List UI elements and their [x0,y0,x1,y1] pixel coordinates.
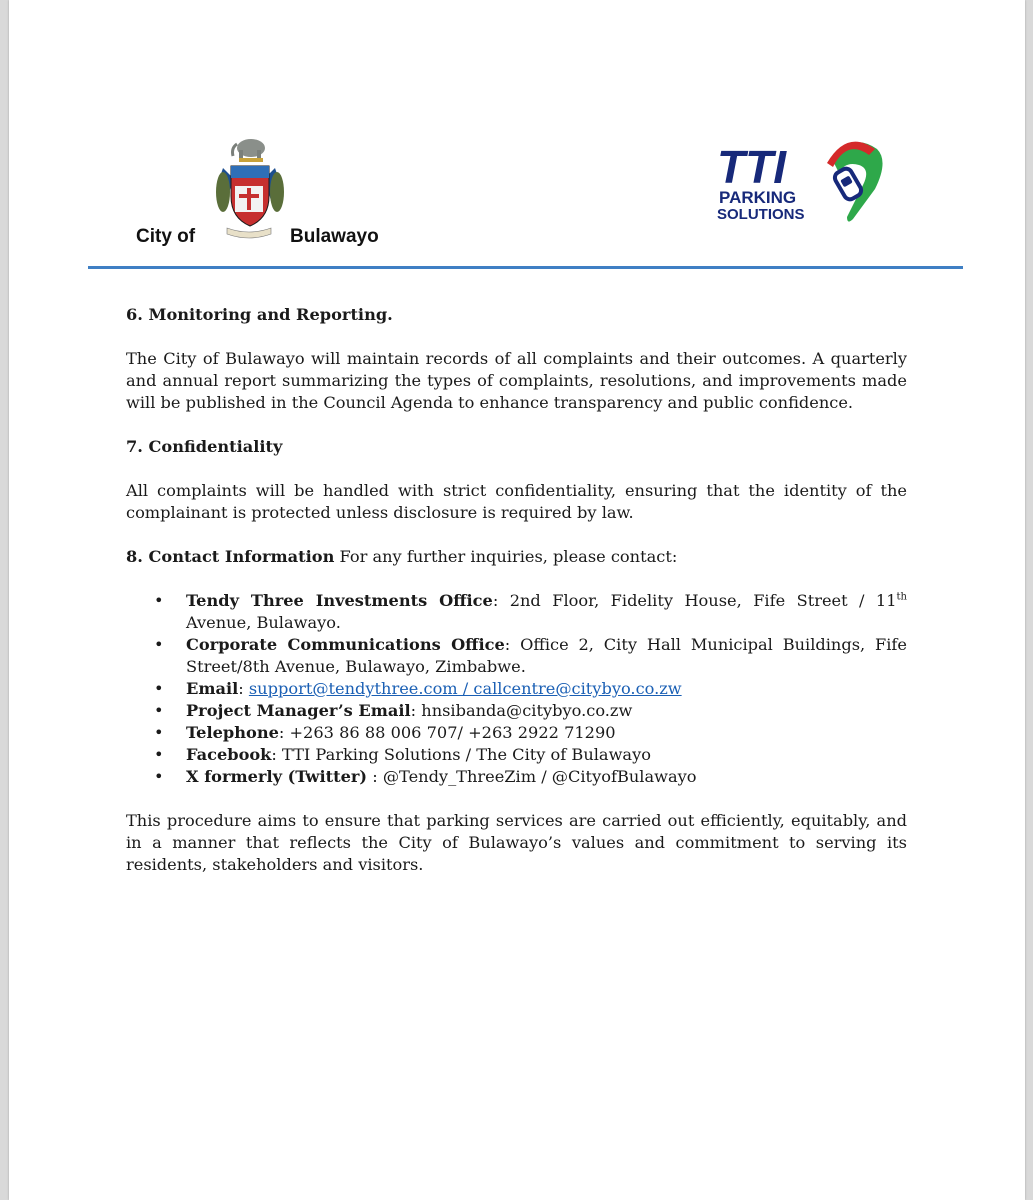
contact-label: Telephone [186,723,279,742]
contact-value-cont: Avenue, Bulawayo. [186,613,341,632]
section-8-intro-text: For any further inquiries, please contact: [334,547,678,566]
section-6-text: The City of Bulawayo will maintain records of all complaints and their outcomes. A quarterly and annual report summarizing the types of complaints, resolutions, and improvements made will be published in the Council Agenda to enhance transparency and public confidence. [126,349,907,412]
section-7-text: All complaints will be handled with strict confidentiality, ensuring that the identity of the complainant is protected unless disclosure is required by law. [126,481,907,522]
section-8-intro [126,546,907,568]
document-body [126,304,907,898]
ordinal-suffix: th [896,591,907,603]
letterhead [9,0,1025,272]
contact-separator: : [238,679,249,698]
bullet: • [154,767,164,786]
bullet: • [154,679,164,698]
contact-value: : hnsibanda@citybyo.co.zw [410,701,633,720]
closing-paragraph: This procedure aims to ensure that parking services are carried out efficiently, equitably, and in a manner that reflects the City of Bulawayo’s values and commitment to serving its residents, stakeholders and visitors. [126,811,907,874]
contact-label: X formerly (Twitter) [186,767,368,786]
document-page [9,0,1025,1200]
list-item [126,678,907,700]
contact-label: Corporate Communications Office [186,635,505,654]
list-item [126,744,907,766]
bullet: • [154,723,164,742]
bullet: • [154,745,164,764]
contact-value: : 2nd Floor, Fidelity House, Fife Street / 11 [492,591,897,610]
list-item [126,700,907,722]
contact-label: Email [186,679,239,698]
contact-label: Tendy Three Investments Office [186,591,493,610]
tti-parking-solutions-logo [707,133,885,228]
list-item [126,766,907,788]
contact-value: : +263 86 88 006 707/ +263 2922 71290 [278,723,616,742]
section-8-heading: 8. Contact Information [126,547,335,566]
bulawayo-label: Bulawayo [290,226,379,247]
city-of-label: City of [136,226,196,247]
section-6-heading: 6. Monitoring and Reporting. [126,305,393,324]
bullet: • [154,635,164,654]
tti-parking-text: PARKING [719,188,797,207]
contact-value: : Office 2, City Hall Municipal Buildings, Fife Street/8th Avenue, Bulawayo, Zimbabwe. [186,635,907,676]
list-item [126,722,907,744]
header-divider [88,266,963,269]
email-link[interactable]: support@tendythree.com / callcentre@citybyo.co.zw [248,679,682,698]
contact-label: Facebook [186,745,272,764]
list-item [126,634,907,678]
tti-solutions-text: SOLUTIONS [717,206,805,223]
bullet: • [154,701,164,720]
contact-list [126,590,907,788]
list-item [126,590,907,634]
contact-value: : @Tendy_ThreeZim / @CityofBulawayo [367,767,697,786]
contact-value: : TTI Parking Solutions / The City of Bulawayo [271,745,651,764]
section-7-heading: 7. Confidentiality [126,437,283,456]
bulawayo-coat-of-arms-icon [209,130,289,240]
tti-wordmark: TTI [717,141,786,193]
contact-label: Project Manager’s Email [186,701,411,720]
bullet: • [154,591,164,610]
